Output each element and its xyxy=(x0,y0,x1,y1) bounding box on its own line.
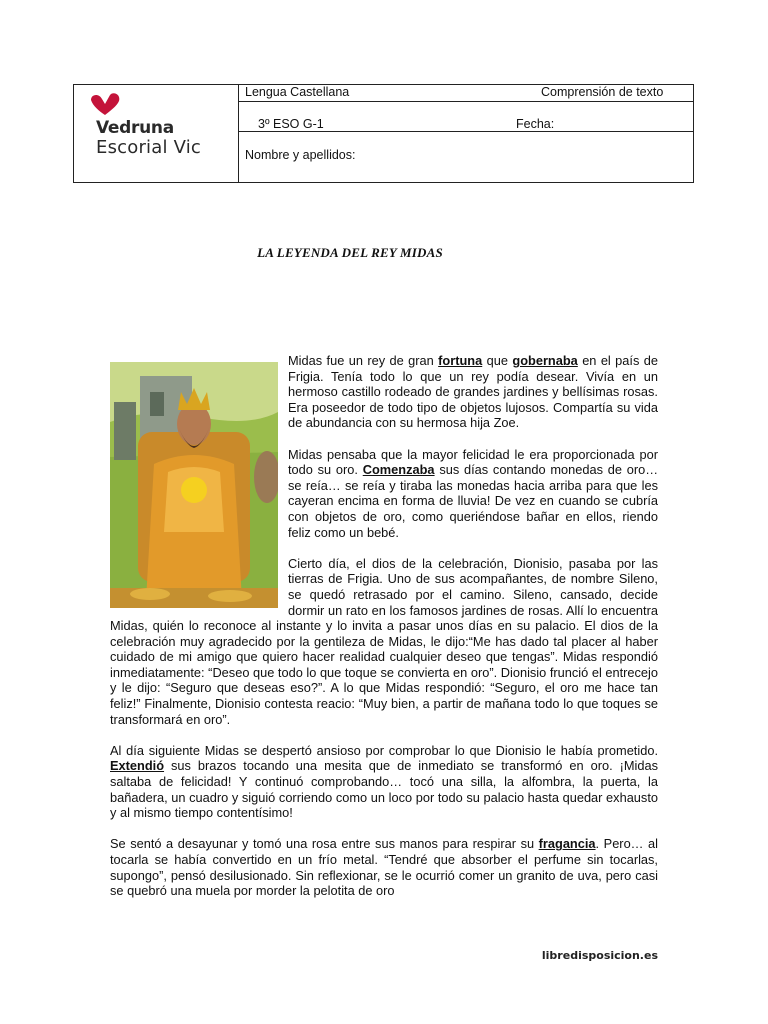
school-logo xyxy=(74,85,239,182)
document-title: LA LEYENDA DEL REY MIDAS xyxy=(257,245,443,260)
activity-label: Comprensión de texto xyxy=(541,85,664,99)
paragraph-4: Al día siguiente Midas se despertó ansioso por comprobar lo que Dionisio le había prometido. Extendió sus brazos tocando una mesita que de inmediato se transformó en oro. ¡Midas saltaba de felicidad! Y continuó comprobando… tocó una silla, la alfombra, la puerta, la bañadera, un cuadro y siguió corriendo como un loco por todo su palacio hasta quedar exhausto y al mismo tiempo contentísimo! xyxy=(110,742,658,821)
date-label: Fecha: xyxy=(516,117,555,131)
keyword-comenzaba: Comenzaba xyxy=(362,462,435,478)
keyword-gobernaba: gobernaba xyxy=(512,353,578,368)
story-text xyxy=(110,353,658,914)
paragraph-3: Cierto día, el dios de la celebración, Dionisio, pasaba por las tierras de Frigia. Uno de sus acompañantes, de nombre Sileno, se quedó retrasado por el camino. Sileno, cansado, decide dormir un rato en los famosos jardines de rosas. Allí lo encuentra Midas, quién lo reconoce al instante y lo invita a pasar unos días en su palacio. El dios de la celebración muy agradecido por la gentileza de Midas, le dijo:“Me has dado tal placer al haber cuidado de mi amigo que quiero hacer realidad cualquier deseo que tengas”. Midas respondió inmediatamente: “Deseo que todo lo que toque se convierta en oro”. Dionisio frunció el entrecejo y le dijo: “Seguro que deseas eso?”. A lo que Midas respondió: “Seguro, el oro me hace tan feliz!” Finalmente, Dionisio contesta reacio: “Muy bien, a partir de mañana todo lo que toques se transformará en oro”. xyxy=(110,555,658,727)
keyword-fragancia: fragancia xyxy=(538,836,596,852)
footer-credit: libredisposicion.es xyxy=(541,949,658,962)
subject-label: Lengua Castellana xyxy=(245,85,350,99)
header-row-subject xyxy=(238,85,693,102)
paragraph-5: Se sentó a desayunar y tomó una rosa entre sus manos para respirar su fragancia. Pero… al tocarla se había convertido en un frío metal. “Tendré que absorber el perfume sin tocarlas, supongo”, pensó desilusionado. Sin reflexionar, se le ocurrió comer un granito de uva, pero casi se quebró una muela por morder la pelotita de oro xyxy=(110,836,658,899)
header-table xyxy=(73,84,694,183)
logo-text-line2: Escorial Vic xyxy=(96,137,202,158)
paragraph-2: Midas pensaba que la mayor felicidad le era proporcionada por todo su oro. Comenzaba sus días contando monedas de oro… se reía… se reía y tiraba las monedas hacia arriba para que les cayeran encima en forma de lluvia! De vez en cuando se cubría con objetos de oro, como queriéndose bañar en ellos, riendo feliz como un bebé. xyxy=(288,446,658,540)
header-row-group xyxy=(238,101,693,132)
keyword-fortuna: fortuna xyxy=(438,353,483,368)
keyword-extendio: Extendió xyxy=(110,758,165,774)
header-row-name xyxy=(238,132,693,182)
heart-icon xyxy=(88,92,122,116)
king-midas-illustration xyxy=(110,362,278,608)
name-label: Nombre y apellidos: xyxy=(245,148,356,162)
group-label: 3º ESO G-1 xyxy=(258,117,324,131)
paragraph-1: Midas fue un rey de gran fortuna que gobernaba en el país de Frigia. Tenía todo lo que un rey podía desear. Vivía en un hermoso castillo rodeado de grandes jardines y bellísimas rosas. Era poseedor de todo tipo de objetos lujosos. Compartía su vida de abundancia con su hermosa hija Zoe. xyxy=(288,353,658,431)
logo-text-line1: Vedruna xyxy=(96,118,174,138)
